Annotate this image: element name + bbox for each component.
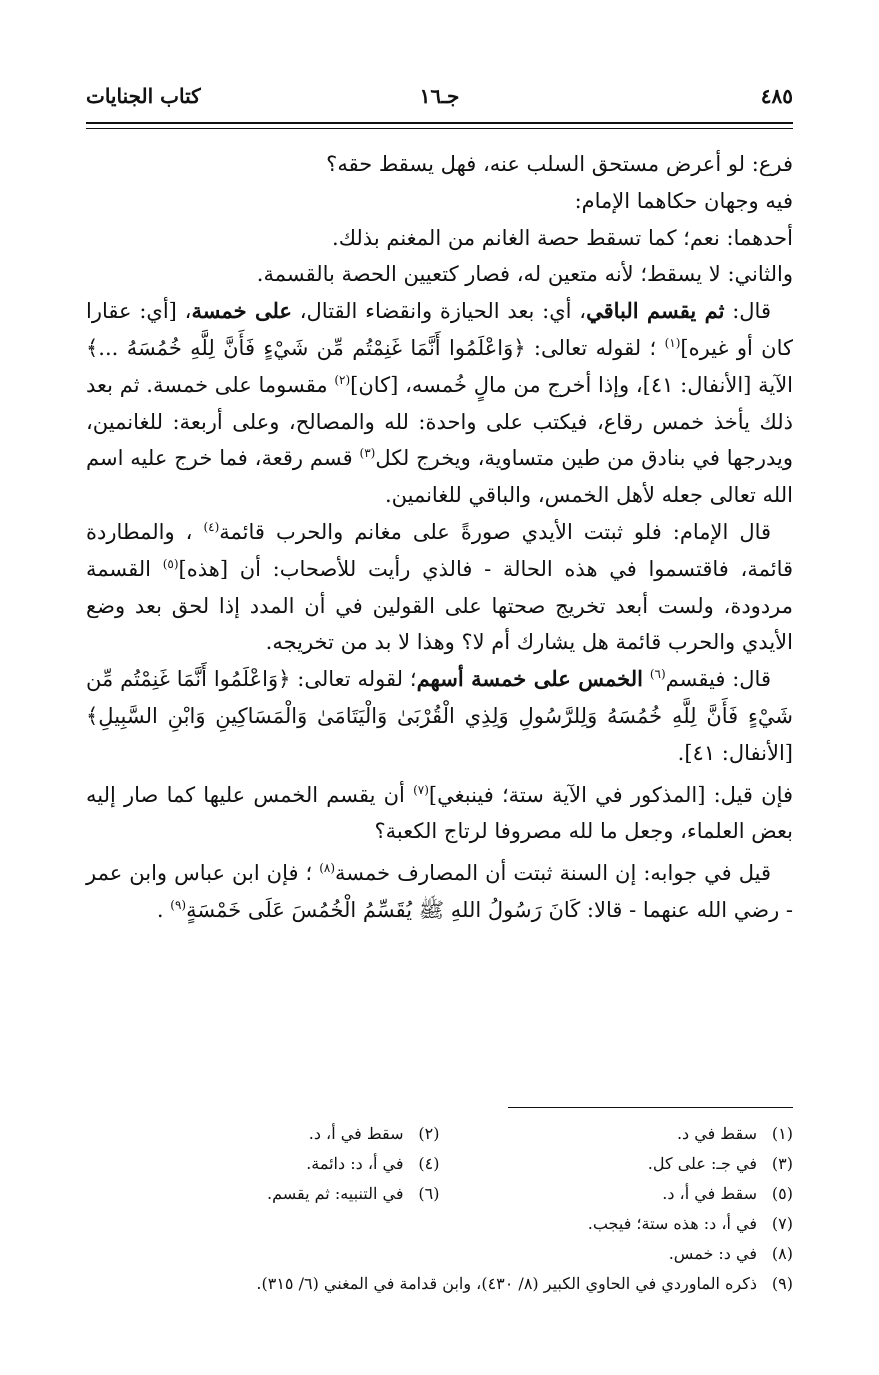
footnote bbox=[86, 1149, 440, 1179]
footnote-number: (٨) bbox=[771, 1244, 793, 1263]
footnote-text: سقط في أ، د. bbox=[662, 1184, 757, 1203]
footnote-number: (٣) bbox=[771, 1154, 793, 1173]
footnote bbox=[86, 1179, 440, 1209]
footnote-grid bbox=[86, 1119, 793, 1209]
footnote-number: (٦) bbox=[418, 1184, 440, 1203]
footnote-ref: (٨) bbox=[319, 861, 336, 876]
footnote-ref: (٣) bbox=[359, 446, 376, 461]
paragraph: والثاني: لا يسقط؛ لأنه متعين له، فصار كتعيين الحصة بالقسمة. bbox=[256, 262, 793, 287]
text-span: ؛ لقوله تعالى: ﴿وَاعْلَمُوا أَنَّمَا غَنِمْتُم مِّن شَيْءٍ فَأَنَّ لِلَّهِ خُمُسَهُ ...﴾ الآية [الأنفال: ٤١]، وإذا أخرج من مالٍ خُمسه، [كان] bbox=[86, 335, 794, 397]
bold-text: ثم يقسم الباقي bbox=[586, 298, 725, 324]
footnote bbox=[440, 1179, 794, 1209]
footnote-text: في جـ: على كل. bbox=[647, 1154, 757, 1173]
footnote-ref: (٩) bbox=[170, 897, 187, 912]
text-span: قيل في جوابه: إن السنة ثبتت أن المصارف خمسة bbox=[335, 861, 771, 886]
footnote-number: (٤) bbox=[418, 1154, 440, 1173]
volume-label: جـ١٦ bbox=[419, 84, 460, 108]
page-number: ٤٨٥ bbox=[760, 84, 793, 108]
footnote-number: (٩) bbox=[771, 1274, 793, 1293]
text-span: قال: فيقسم bbox=[665, 667, 771, 692]
paragraph: فيه وجهان حكاهما الإمام: bbox=[574, 188, 793, 213]
footnote-ref: (٢) bbox=[334, 372, 351, 387]
footnote-ref: (٤) bbox=[203, 519, 220, 534]
header-rule-thick bbox=[86, 122, 793, 124]
footnote bbox=[440, 1119, 794, 1149]
text-span: ؛ فإن ابن عباس وابن عمر - رضي الله عنهما - قالا: كَانَ رَسُولُ اللهِ ﷺ يُقَسِّمُ الْخُمُسَ عَلَى خَمْسَةٍ bbox=[86, 861, 793, 922]
main-text bbox=[86, 146, 793, 929]
footnote-ref: (٧) bbox=[413, 782, 429, 797]
footnote-text: في أ، د: دائمة. bbox=[306, 1154, 404, 1173]
footnote-separator bbox=[508, 1107, 793, 1108]
footnote-text: في التنبيه: ثم يقسم. bbox=[267, 1184, 404, 1203]
header-rule-thin bbox=[86, 128, 793, 129]
text-span: . bbox=[156, 897, 171, 922]
footnote bbox=[86, 1269, 793, 1299]
paragraph: أحدهما: نعم؛ كما تسقط حصة الغانم من المغنم بذلك. bbox=[332, 225, 793, 250]
text-span: مقسوما على خمسة. ثم بعد ذلك يأخذ خمس رقاع، فيكتب على واحدة: لله والمصالح، وعلى أربعة: للغانمين، ويدرجها في بنادق من طين متساوية، ويخرج لكل bbox=[86, 372, 793, 471]
footnote-number: (٧) bbox=[771, 1214, 793, 1233]
page-header bbox=[86, 84, 793, 124]
footnote-text: في د: خمس. bbox=[668, 1244, 757, 1263]
bold-text: الخمس على خمسة أسهم bbox=[416, 666, 643, 692]
paragraph bbox=[86, 661, 793, 771]
footnote-text: سقط في د. bbox=[676, 1124, 757, 1143]
footnote-number: (٢) bbox=[418, 1124, 440, 1143]
paragraph bbox=[86, 855, 793, 929]
footnote-number: (١) bbox=[771, 1124, 793, 1143]
text-span: ، [أي: عقارا كان أو غيره] bbox=[86, 299, 794, 360]
footnote-text: ذكره الماوردي في الحاوي الكبير (٨/ ٤٣٠)، وابن قدامة في المغني (٦/ ٣١٥). bbox=[256, 1274, 757, 1293]
footnote bbox=[86, 1119, 440, 1149]
footnote-text: في أ، د: هذه ستة؛ فيجب. bbox=[587, 1214, 757, 1233]
paragraph bbox=[86, 293, 793, 514]
bold-text: على خمسة bbox=[191, 298, 292, 324]
footnote-number: (٥) bbox=[771, 1184, 793, 1203]
footnote bbox=[86, 1239, 793, 1269]
text-span: قال الإمام: فلو ثبتت الأيدي صورةً على مغانم والحرب قائمة bbox=[219, 519, 772, 544]
footnote-ref: (١) bbox=[664, 335, 681, 350]
book-title: كتاب الجنايات bbox=[86, 84, 201, 108]
text-span: ، والمطاردة قائمة، فاقتسموا في هذه الحالة - فالذي رأيت للأصحاب: أن [هذه] bbox=[86, 519, 794, 581]
text-span: ، أي: بعد الحيازة وانقضاء القتال، bbox=[291, 299, 587, 324]
footnote bbox=[86, 1209, 793, 1239]
text-span: قال: bbox=[724, 299, 771, 324]
footnote bbox=[440, 1149, 794, 1179]
footnote-ref: (٦) bbox=[649, 667, 666, 682]
paragraph: فرع: لو أعرض مستحق السلب عنه، فهل يسقط حقه؟ bbox=[326, 152, 793, 176]
footnote-text: سقط في أ، د. bbox=[308, 1124, 404, 1143]
text-span: ؛ لقوله تعالى: ﴿وَاعْلَمُوا أَنَّمَا غَنِمْتُم مِّن شَيْءٍ فَأَنَّ لِلَّهِ خُمُسَهُ وَلِلرَّسُولِ وَلِذِي الْقُرْبَىٰ وَالْيَتَامَىٰ وَالْمَسَاكِينِ وَابْنِ السَّبِيلِ﴾ [الأنفال: ٤١]. bbox=[86, 667, 793, 765]
footnotes bbox=[86, 1119, 793, 1299]
footnote-ref: (٥) bbox=[162, 556, 179, 571]
paragraph bbox=[86, 777, 793, 851]
text-span: فإن قيل: [المذكور في الآية ستة؛ فينبغي] bbox=[428, 782, 794, 807]
text-span: أن يقسم الخمس عليها كما صار إليه بعض العلماء، وجعل ما لله مصروفا لرتاج الكعبة؟ bbox=[86, 782, 793, 844]
text-span: قسم رقعة، فما خرج عليه اسم الله تعالى جعله لأهل الخمس، والباقي للغانمين. bbox=[86, 446, 793, 508]
text-span: القسمة مردودة، ولست أبعد تخريج صحتها على القولين في أن المدد إذا لحق بعد وضع الأيدي والحرب قائمة هل يشارك أم لا؟ وهذا لا بد من تخريجه. bbox=[86, 556, 793, 655]
paragraph bbox=[86, 514, 793, 661]
